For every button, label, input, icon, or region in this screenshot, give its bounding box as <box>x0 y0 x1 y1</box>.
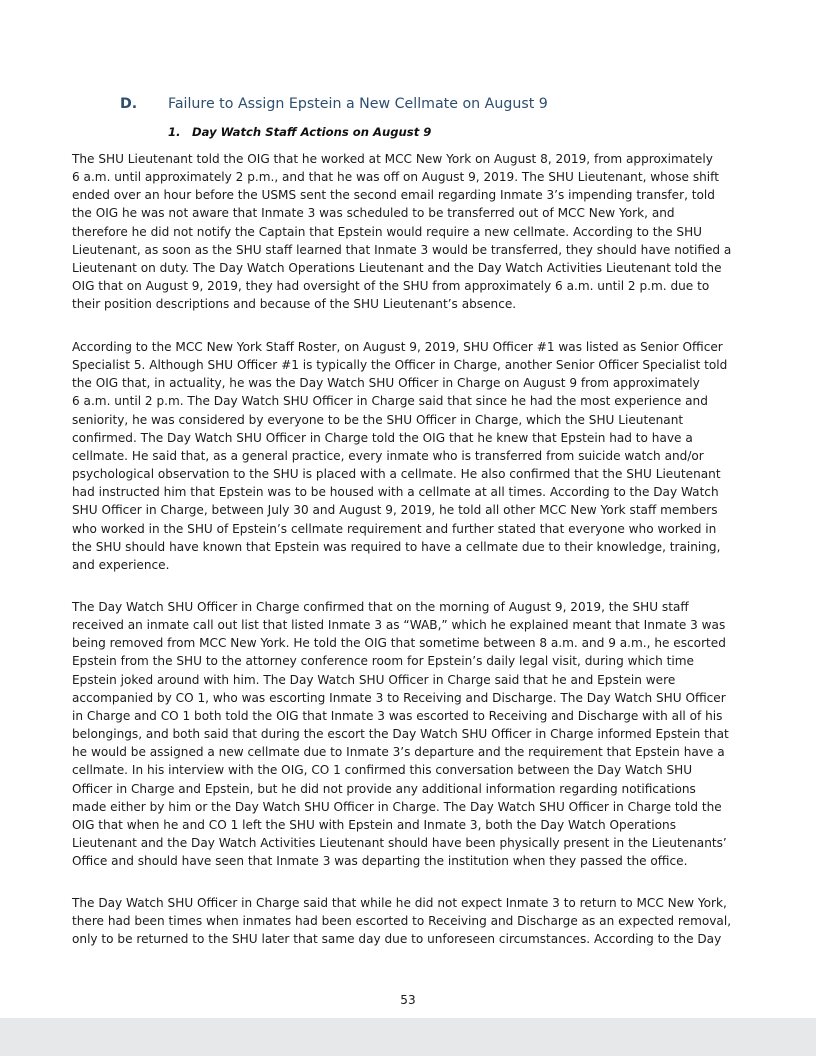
subsection-title: Day Watch Staff Actions on August 9 <box>192 125 432 139</box>
paragraph-line: The Day Watch SHU Officer in Charge confirmed that on the morning of August 9, 2019, the SHU staff <box>72 600 689 614</box>
paragraph-line: seniority, he was considered by everyone to be the SHU Officer in Charge, which the SHU Lieutenant <box>72 412 684 427</box>
paragraph-line: ended over an hour before the USMS sent the second email regarding Inmate 3’s impending transfer, told <box>72 188 715 203</box>
paragraph-line: belongings, and both said that during the escort the Day Watch SHU Officer in Charge informed Epstein that <box>72 727 729 742</box>
paragraph-line: he would be assigned a new cellmate due to Inmate 3’s departure and the requirement that Epstein have a <box>72 745 725 760</box>
paragraph-line: Lieutenant, as soon as the SHU staff learned that Inmate 3 would be transferred, they should have notified a <box>72 242 732 257</box>
section-letter: D. <box>120 96 138 112</box>
paragraph-line: psychological observation to the SHU is placed with a cellmate. He also confirmed that the SHU Lieutenant <box>72 467 721 482</box>
paragraph-line: therefore he did not notify the Captain that Epstein would require a new cellmate. According to the SHU <box>72 224 703 239</box>
paragraph-line: only to be returned to the SHU later that same day due to unforeseen circumstances. According to the Day <box>72 932 722 947</box>
paragraph-line: their position descriptions and because of the SHU Lieutenant’s absence. <box>72 297 517 312</box>
paragraph-1 <box>72 150 748 313</box>
paragraph-line: being removed from MCC New York. He told the OIG that sometime between 8 a.m. and 9 a.m., he escorted <box>72 636 726 651</box>
paragraph-line: According to the MCC New York Staff Roster, on August 9, 2019, SHU Officer #1 was listed as Senior Officer <box>72 340 723 354</box>
paragraph-line: Epstein from the SHU to the attorney conference room for Epstein’s daily legal visit, during which time <box>72 654 694 669</box>
paragraph-2 <box>72 338 748 574</box>
paragraph-line: The Day Watch SHU Officer in Charge said that while he did not expect Inmate 3 to return to MCC New York, <box>72 896 727 910</box>
paragraph-4 <box>72 894 748 948</box>
paragraph-line: in Charge and CO 1 both told the OIG that Inmate 3 was escorted to Receiving and Discharge with all of his <box>72 708 723 723</box>
paragraph-line: accompanied by CO 1, who was escorting Inmate 3 to Receiving and Discharge. The Day Watch SHU Officer <box>72 690 726 705</box>
section-heading <box>120 96 548 112</box>
subsection-number: 1. <box>168 125 181 139</box>
paragraph-line: Specialist 5. Although SHU Officer #1 is typically the Officer in Charge, another Senior Officer Specialist told <box>72 358 728 373</box>
paragraph-line: the SHU should have known that Epstein was required to have a cellmate due to their knowledge, training, <box>72 539 721 554</box>
paragraph-line: made either by him or the Day Watch SHU Officer in Charge. The Day Watch SHU Officer in Charge told the <box>72 799 722 814</box>
paragraph-line: 6 a.m. until approximately 2 p.m., and that he was off on August 9, 2019. The SHU Lieutenant, whose shift <box>72 170 719 185</box>
paragraph-line: Office and should have seen that Inmate 3 was departing the institution when they passed the office. <box>72 854 688 869</box>
paragraph-line: 6 a.m. until 2 p.m. The Day Watch SHU Officer in Charge said that since he had the most experience and <box>72 394 708 409</box>
paragraph-line: Lieutenant and the Day Watch Activities Lieutenant should have been physically present in the Lieutenants’ <box>72 836 727 851</box>
paragraph-line: received an inmate call out list that listed Inmate 3 as “WAB,” which he explained meant that Inmate 3 was <box>72 618 726 633</box>
paragraph-line: confirmed. The Day Watch SHU Officer in Charge told the OIG that he knew that Epstein had to have a <box>72 430 693 445</box>
paragraph-line: Epstein joked around with him. The Day Watch SHU Officer in Charge said that he and Epstein were <box>72 672 676 687</box>
paragraph-line: cellmate. In his interview with the OIG, CO 1 confirmed this conversation between the Day Watch SHU <box>72 763 693 778</box>
paragraph-line: the OIG that, in actuality, he was the Day Watch SHU Officer in Charge on August 9 from approximately <box>72 376 700 391</box>
paragraph-line: Lieutenant on duty. The Day Watch Operations Lieutenant and the Day Watch Activities Lieutenant told the <box>72 260 722 275</box>
subsection-heading <box>168 125 431 139</box>
section-title: Failure to Assign Epstein a New Cellmate on August 9 <box>168 96 548 112</box>
paragraph-line: who worked in the SHU of Epstein’s cellmate requirement and further stated that everyone who worked in <box>72 521 717 536</box>
paragraph-line: The SHU Lieutenant told the OIG that he worked at MCC New York on August 8, 2019, from approximately <box>72 152 713 166</box>
paragraph-line: Officer in Charge and Epstein, but he did not provide any additional information regarding notifications <box>72 781 696 796</box>
paragraph-line: OIG that when he and CO 1 left the SHU with Epstein and Inmate 3, both the Day Watch Operations <box>72 817 677 832</box>
paragraph-line: had instructed him that Epstein was to be housed with a cellmate at all times. According to the Day Watch <box>72 485 719 500</box>
paragraph-3 <box>72 598 748 870</box>
paragraph-line: and experience. <box>72 557 170 572</box>
page-number: 53 <box>400 993 416 1007</box>
paragraph-line: there had been times when inmates had been escorted to Receiving and Discharge as an expected removal, <box>72 914 732 929</box>
paragraph-line: OIG that on August 9, 2019, they had oversight of the SHU from approximately 6 a.m. until 2 p.m. due to <box>72 279 710 294</box>
paragraph-line: cellmate. He said that, as a general practice, every inmate who is transferred from suicide watch and/or <box>72 448 704 463</box>
paragraph-line: the OIG he was not aware that Inmate 3 was scheduled to be transferred out of MCC New York, and <box>72 206 675 221</box>
paragraph-line: SHU Officer in Charge, between July 30 and August 9, 2019, he told all other MCC New York staff members <box>72 503 718 518</box>
